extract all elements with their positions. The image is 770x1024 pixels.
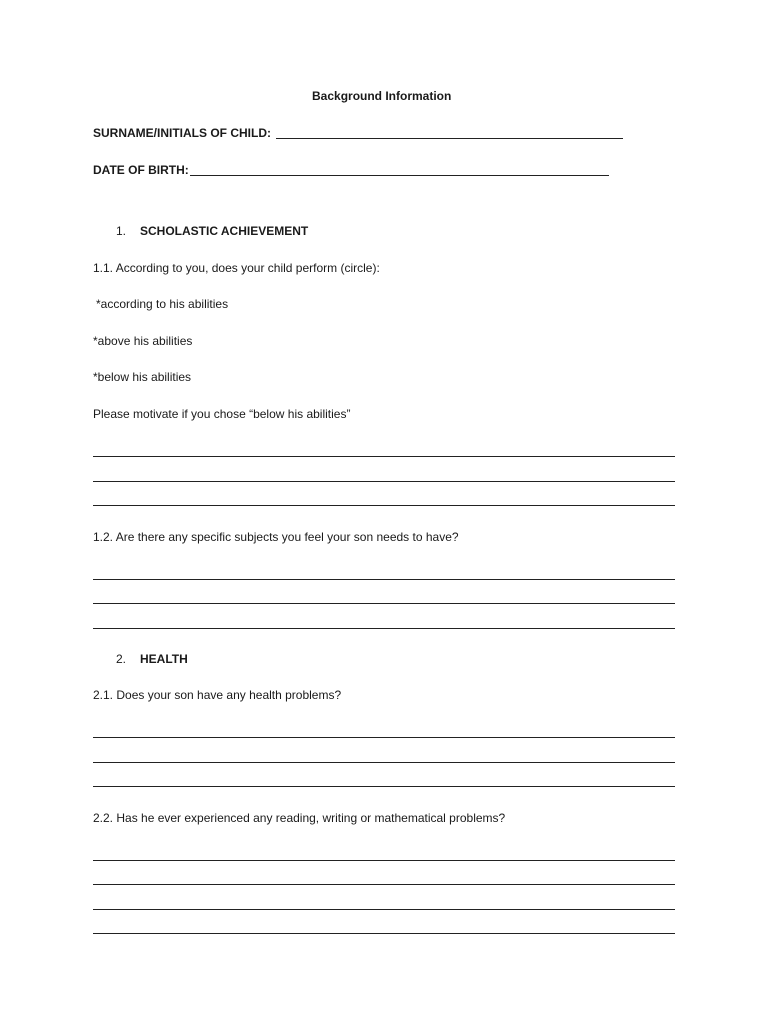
question-2-2: 2.2. Has he ever experienced any reading, writing or mathematical problems? [93,811,506,825]
answer-line[interactable] [93,481,675,482]
option-according-to-abilities[interactable]: *according to his abilities [96,297,229,311]
question-1-1: 1.1. According to you, does your child perform (circle): [93,261,380,275]
section-1-number: 1. [116,224,127,238]
surname-answer-line[interactable] [276,138,623,139]
option-below-abilities[interactable]: *below his abilities [93,370,192,384]
question-1-2: 1.2. Are there any specific subjects you feel your son needs to have? [93,530,459,544]
answer-line[interactable] [93,603,675,604]
answer-line[interactable] [93,909,675,910]
answer-line[interactable] [93,933,675,934]
date-of-birth-label: DATE OF BIRTH: [93,163,189,177]
section-2-number: 2. [116,652,127,666]
motivate-prompt: Please motivate if you chose “below his abilities” [93,407,351,421]
answer-line[interactable] [93,786,675,787]
answer-line[interactable] [93,628,675,629]
option-above-abilities[interactable]: *above his abilities [93,334,193,348]
answer-line[interactable] [93,860,675,861]
answer-line[interactable] [93,884,675,885]
section-2-heading: HEALTH [140,652,188,666]
answer-line[interactable] [93,505,675,506]
surname-label: SURNAME/INITIALS OF CHILD: [93,126,271,140]
question-2-1: 2.1. Does your son have any health problems? [93,688,342,702]
date-of-birth-answer-line[interactable] [190,175,609,176]
answer-line[interactable] [93,579,675,580]
page-title: Background Information [312,89,452,103]
answer-line[interactable] [93,762,675,763]
answer-line[interactable] [93,737,675,738]
section-1-heading: SCHOLASTIC ACHIEVEMENT [140,224,309,238]
answer-line[interactable] [93,456,675,457]
